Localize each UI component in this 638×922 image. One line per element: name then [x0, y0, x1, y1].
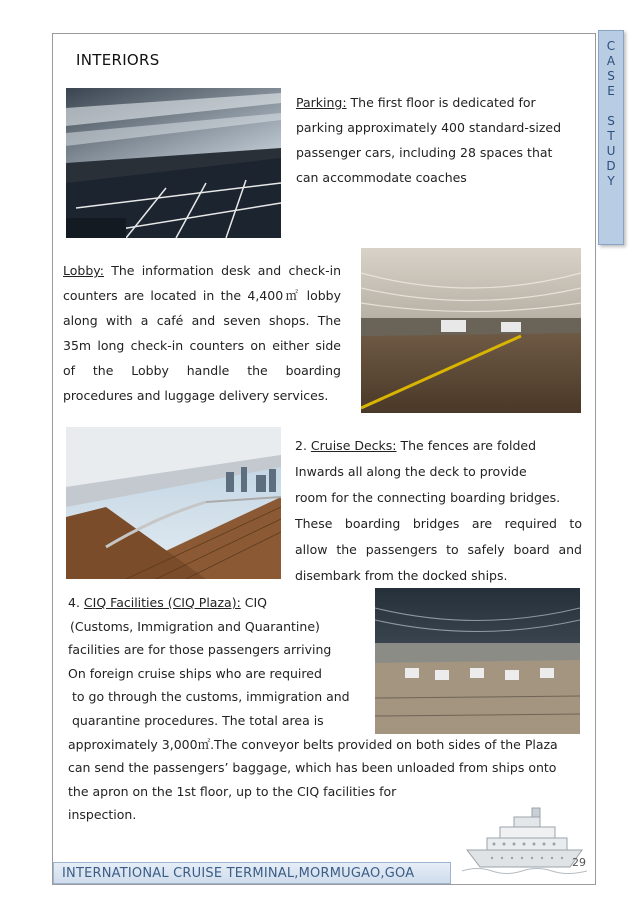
parking-line: passenger cars, including 28 spaces that: [296, 145, 553, 160]
ciq-line: (Customs, Immigration and Quarantine): [70, 618, 320, 634]
lobby-line: The information desk and check-in: [111, 263, 341, 278]
page-title: INTERIORS: [76, 51, 160, 69]
lobby-photo: [361, 248, 581, 413]
tab-letter: E: [607, 84, 615, 98]
ciq-text: [68, 591, 593, 827]
lobby-line: of the Lobby handle the boarding: [63, 363, 341, 378]
ciq-line: inspection.: [68, 807, 137, 823]
case-study-tab: [598, 30, 624, 245]
ciq-number: 4.: [68, 595, 80, 610]
footer-banner: INTERNATIONAL CRUISE TERMINAL,MORMUGAO,GOA: [53, 862, 451, 884]
tab-letter: S: [607, 114, 615, 128]
ciq-line: CIQ: [244, 595, 268, 610]
lobby-line: procedures and luggage delivery services.: [63, 388, 329, 403]
tab-letter: Y: [607, 174, 615, 188]
deck-photo: [66, 427, 281, 579]
lobby-line: counters are located in the 4,400㎡ lobby: [63, 288, 341, 303]
decks-line: disembark from the docked ships.: [295, 568, 508, 583]
ciq-title: CIQ Facilities (CIQ Plaza):: [83, 595, 241, 610]
decks-line: The fences are folded: [400, 438, 537, 453]
ciq-line: quarantine procedures. The total area is: [72, 712, 324, 728]
decks-line: Inwards all along the deck to provide: [295, 464, 527, 479]
lobby-text: [63, 258, 341, 408]
decks-line: room for the connecting boarding bridges.: [295, 490, 561, 505]
tab-letter: C: [606, 39, 616, 53]
parking-line: can accommodate coaches: [296, 170, 467, 185]
decks-text: [295, 433, 582, 589]
cruise-ship-icon: [462, 805, 587, 875]
tab-letter: D: [606, 159, 616, 173]
parking-photo: [66, 88, 281, 238]
lobby-line: 35m long check-in counters on either side: [63, 338, 341, 353]
decks-title: Cruise Decks:: [310, 438, 397, 453]
ciq-line: approximately 3,000㎡.The conveyor belts provided on both sides of the Plaza: [68, 736, 558, 752]
parking-text: [296, 90, 582, 190]
ciq-line: to go through the customs, immigration and: [72, 689, 350, 705]
tab-letter: A: [606, 54, 616, 68]
lobby-line: along with a café and seven shops. The: [63, 313, 341, 328]
decks-number: 2.: [295, 438, 307, 453]
tab-letter: T: [607, 129, 615, 143]
tab-letter: U: [606, 144, 616, 158]
parking-line: The first floor is dedicated for: [350, 95, 536, 110]
page-number: 29: [572, 856, 586, 869]
parking-line: parking approximately 400 standard-sized: [296, 120, 562, 135]
parking-title: Parking:: [296, 95, 347, 110]
ciq-line: can send the passengers’ baggage, which has been unloaded from ships onto: [68, 760, 557, 776]
tab-letter: S: [607, 69, 615, 83]
ciq-line: the apron on the 1st floor, up to the CIQ facilities for: [68, 783, 397, 799]
lobby-title: Lobby:: [63, 263, 104, 278]
decks-line: allow the passengers to safely board and: [295, 542, 582, 557]
decks-line: These boarding bridges are required to: [295, 516, 582, 531]
ciq-line: facilities are for those passengers arriving: [68, 642, 332, 658]
ciq-line: On foreign cruise ships who are required: [68, 665, 322, 681]
